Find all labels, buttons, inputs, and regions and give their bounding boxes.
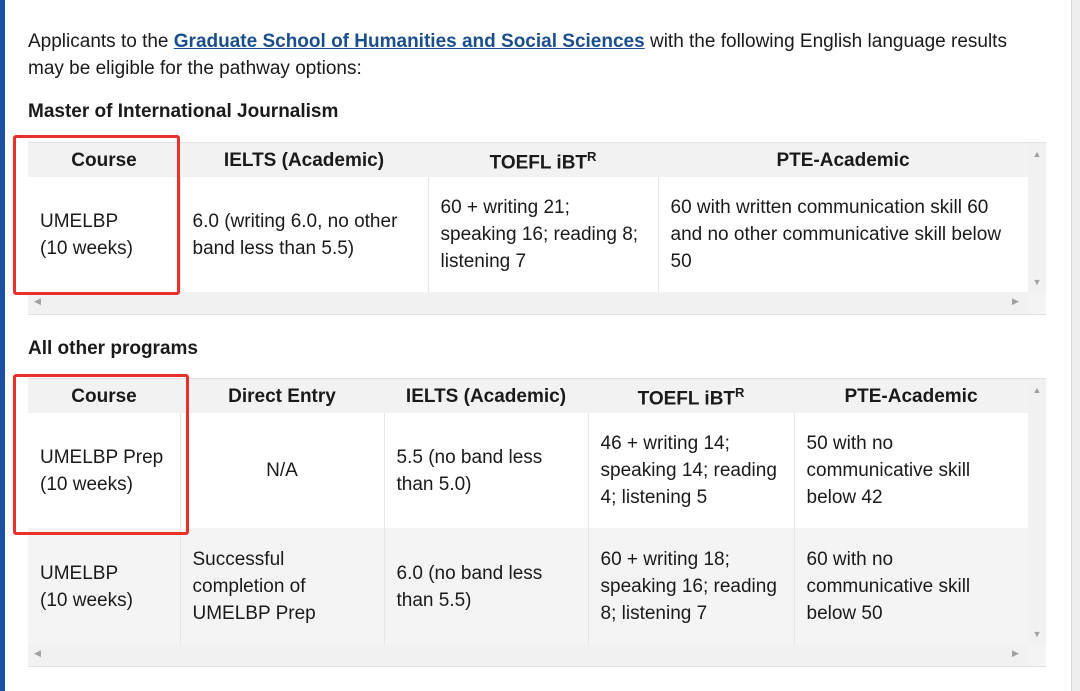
s2-header-toefl [588,379,794,413]
scroll-up-icon[interactable]: ▲ [1032,385,1042,395]
s1-ielts-cell: 6.0 (writing 6.0, no other band less than 5.5) [180,177,428,292]
s1-header-toefl [428,143,658,177]
scroll-left-icon[interactable]: ◀ [34,648,41,658]
s1-horizontal-scrollbar[interactable] [28,293,1028,313]
s1-header-toefl-text: TOEFL iBT [489,152,588,174]
s2-r2-ielts-cell: 6.0 (no band less than 5.5) [384,528,588,645]
intro-prefix: Applicants to the [28,31,174,52]
graduate-school-link[interactable]: Graduate School of Humanities and Social Sciences [173,31,645,52]
scroll-left-icon[interactable]: ◀ [34,296,41,306]
scroll-down-icon[interactable]: ▼ [1032,277,1042,287]
s2-r2-course-name: UMELBP [40,562,119,584]
s2-r2-direct-entry-cell: Successful completion of UMELBP Prep [180,528,384,645]
s2-r2-course-cell [28,528,180,645]
scroll-right-icon[interactable]: ▶ [1012,648,1019,658]
s2-header-ielts: IELTS (Academic) [384,379,588,413]
section2-heading: All other programs [28,338,198,359]
scroll-down-icon[interactable]: ▼ [1032,629,1042,639]
s1-header-ielts: IELTS (Academic) [180,143,428,177]
s1-course-name: UMELBP [40,210,119,232]
s1-vertical-scrollbar[interactable] [1028,143,1046,293]
s2-r1-course-duration: (10 weeks) [40,473,133,495]
highlight-box-umelbp-prep [13,374,189,535]
s1-header-course: Course [28,143,180,177]
scroll-right-icon[interactable]: ▶ [1012,296,1019,306]
s2-header-toefl-text: TOEFL iBT [637,388,736,410]
s1-toefl-cell: 60 + writing 21; speaking 16; reading 8; listening 7 [428,177,658,292]
s1-header-pte: PTE-Academic [658,143,1028,177]
s2-r2-toefl-cell: 60 + writing 18; speaking 16; reading 8; listening 7 [588,528,794,645]
s1-header-toefl-sup: R [587,149,597,165]
s2-header-toefl-sup: R [735,385,745,401]
s2-r1-pte-cell: 50 with no communicative skill below 42 [794,413,1028,528]
s2-r2-course-duration: (10 weeks) [40,589,133,611]
scroll-up-icon[interactable]: ▲ [1032,149,1042,159]
table-row [28,528,1028,645]
s1-course-duration: (10 weeks) [40,237,133,259]
s2-header-pte: PTE-Academic [794,379,1028,413]
s2-r1-course-name: UMELBP Prep [40,446,164,468]
intro-suffix: with the following English language results may be eligible for the pathway options: [28,31,1007,79]
s2-r1-toefl-cell: 46 + writing 14; speaking 14; reading 4; listening 5 [588,413,794,528]
s2-r2-pte-cell: 60 with no communicative skill below 50 [794,528,1028,645]
section1-heading: Master of International Journalism [28,101,339,122]
s2-vertical-scrollbar[interactable] [1028,379,1046,645]
s1-pte-cell: 60 with written communication skill 60 and no other communicative skill below 50 [658,177,1028,292]
s2-header-course: Course [28,379,180,413]
s2-header-direct-entry: Direct Entry [180,379,384,413]
s2-horizontal-scrollbar[interactable] [28,645,1028,665]
section1-table-container [28,142,1046,315]
window-right-edge [1071,0,1080,691]
highlight-box-umelbp [13,135,180,295]
intro-text [28,28,1038,82]
s2-r1-ielts-cell: 5.5 (no band less than 5.0) [384,413,588,528]
left-accent-bar [0,0,5,691]
s2-r1-direct-entry-cell: N/A [180,413,384,528]
